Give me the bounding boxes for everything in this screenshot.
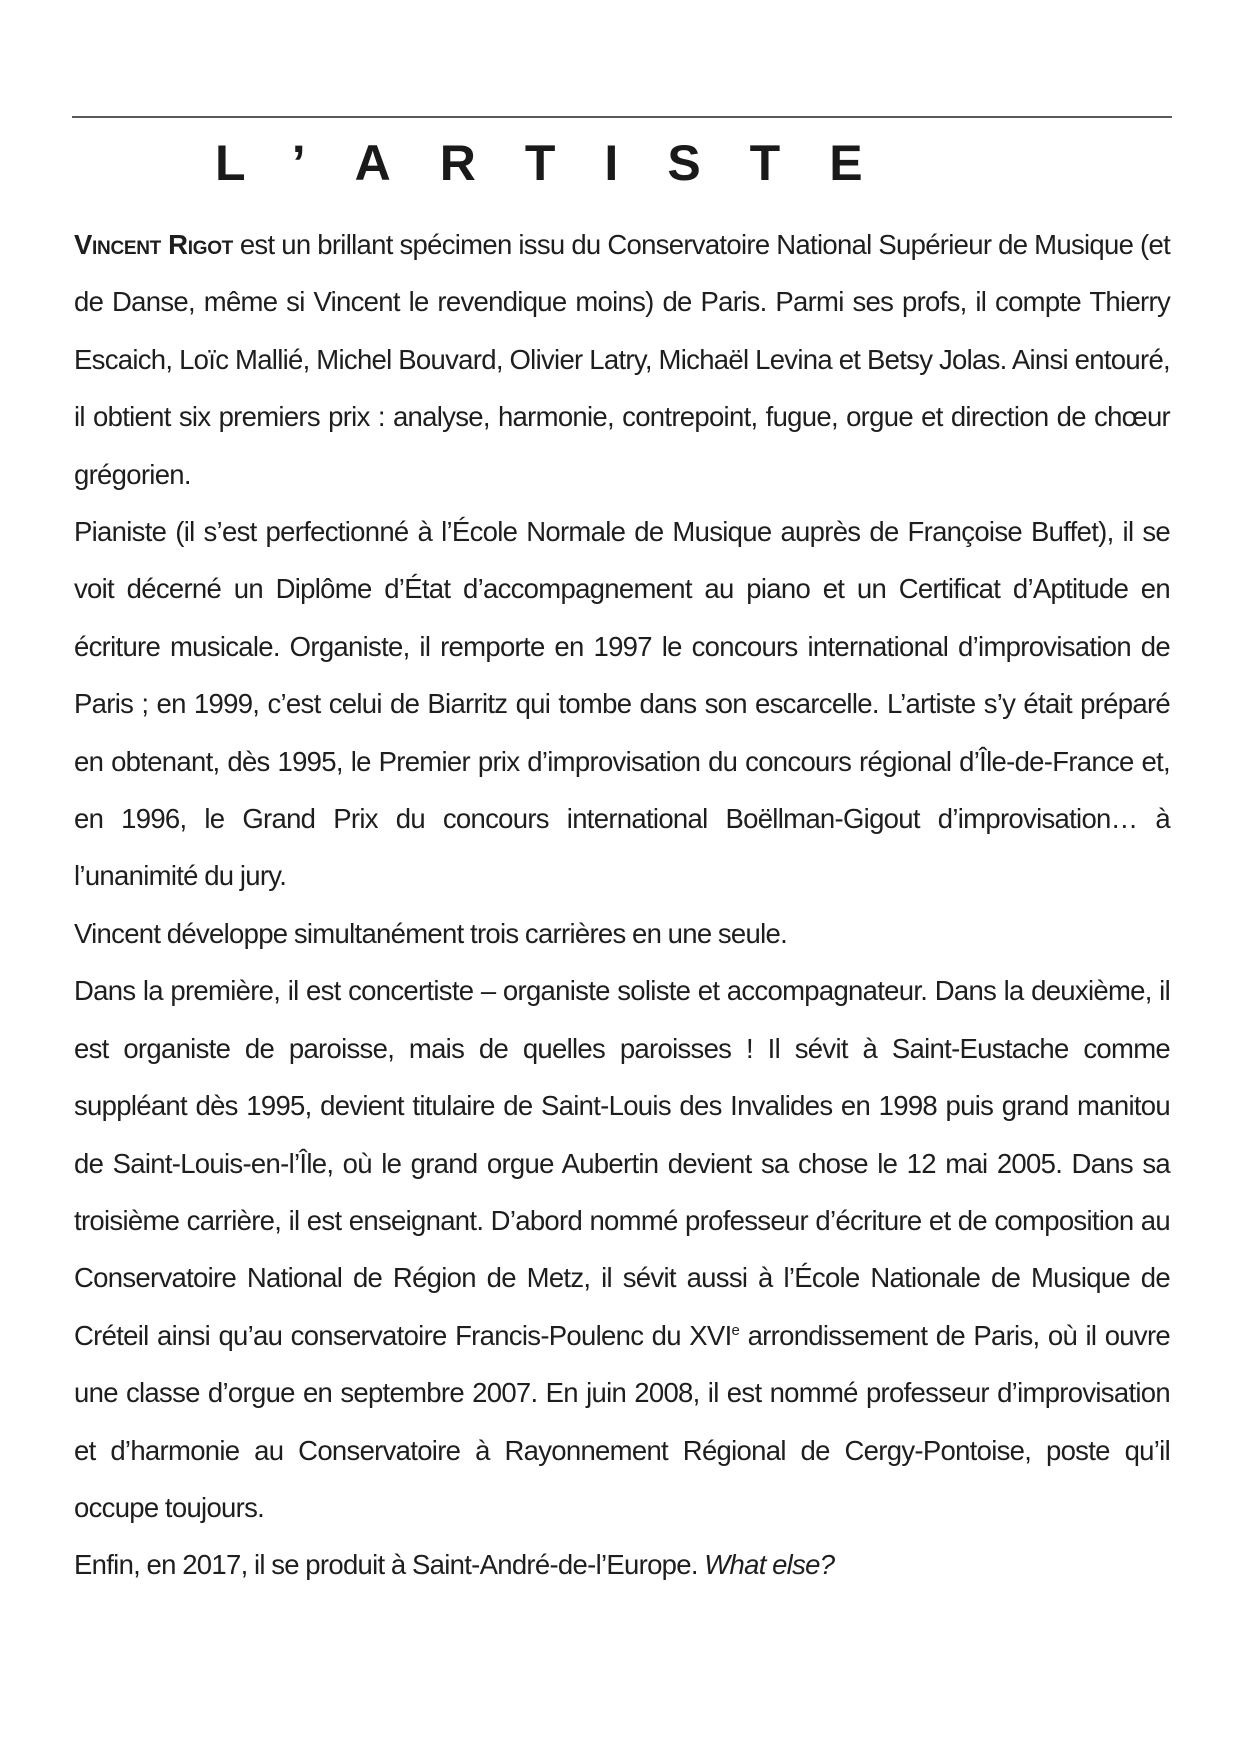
bio-paragraph-3: Vincent développe simultanément trois carrières en une seule. — [74, 917, 788, 949]
bio-paragraph-1-text: est un brillant spécimen issu du Conservatoire National Supérieur de Musique (et de Danse, même si Vincent le revendique moins) de Paris. Parmi ses profs, il compte Thierry Escaich, Loïc Mallié, Michel Bouvard, Olivier Latry, Michaël Levina et Betsy Jolas. Ainsi entouré, il obtient six premiers prix : analyse, harmonie, contrepoint, fugue, orgue et direction de chœur grégorien. — [74, 229, 1171, 490]
bio-paragraph-4 — [74, 962, 1170, 1536]
bio-paragraph-2: Pianiste (il s’est perfectionné à l’École Normale de Musique auprès de Françoise Buffet), il se voit décerné un Diplôme d’État d’accompagnement au piano et un Certificat d’Aptitude en écriture musicale. Organiste, il remporte en 1997 le concours international d’improvisation de Paris ; en 1999, c’est celui de Biarritz qui tombe dans son escarcelle. L’artiste s’y était préparé en obtenant, dès 1995, le Premier prix d’improvisation du concours régional d’Île-de-France et, en 1996, le Grand Prix du concours international Boëllman-Gigout d’improvisation… à l’unanimité du jury. — [74, 516, 1170, 892]
artist-name: Vincent Rigot — [74, 229, 233, 260]
header-rule — [72, 116, 1172, 118]
bio-paragraph-4-text-b: arrondissement de Paris, où il ouvre une classe d’orgue en septembre 2007. En juin 2008, il est nommé professeur d’improvisation et d’harmonie au Conservatoire à Rayonnement Régional de Cergy-Pontoise, poste qu’il occupe toujours. — [74, 1319, 1170, 1523]
bio-paragraph-1 — [74, 216, 1170, 503]
ordinal-superscript: e — [731, 1321, 740, 1339]
closing-question: What else? — [704, 1549, 835, 1581]
bio-paragraph-5 — [74, 1536, 1170, 1593]
page-title: L’ARTISTE — [215, 135, 912, 191]
bio-paragraph-5-text: Enfin, en 2017, il se produit à Saint-André-de-l’Europe. — [74, 1549, 705, 1581]
bio-paragraph-4-text-a: Dans la première, il est concertiste – organiste soliste et accompagnateur. Dans la deuxième, il est organiste de paroisse, mais de quelles paroisses ! Il sévit à Saint-Eustache comme suppléant dès 1995, devient titulaire de Saint-Louis des Invalides en 1998 puis grand manitou de Saint-Louis-en-l’Île, où le grand orgue Aubertin devient sa chose le 12 mai 2005. Dans sa troisième carrière, il est enseignant. D’abord nommé professeur d’écriture et de composition au Conservatoire National de Région de Metz, il sévit aussi à l’École Nationale de Musique de Créteil ainsi qu’au conservatoire Francis-Poulenc du XVI — [74, 975, 1170, 1351]
biography-text — [74, 216, 1170, 1594]
